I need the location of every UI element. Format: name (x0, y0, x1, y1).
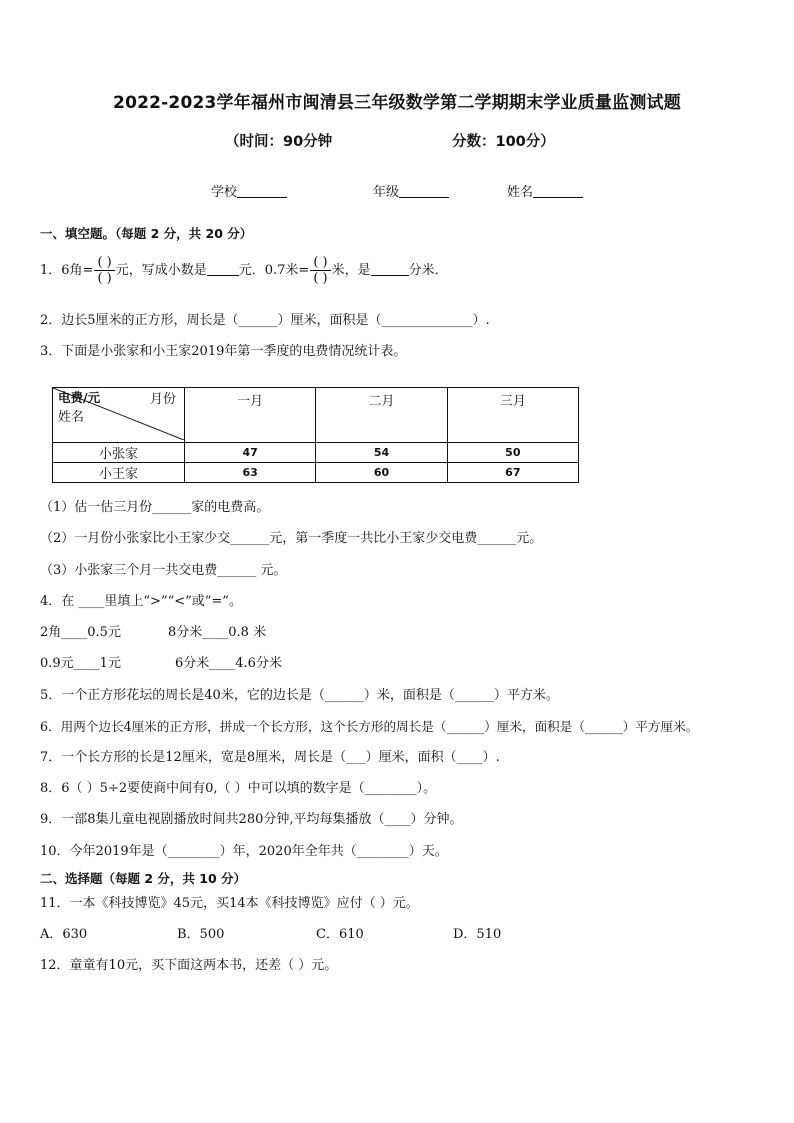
question-11-option-b[interactable]: B．500 (177, 927, 225, 942)
name-blank[interactable] (533, 183, 583, 198)
question-1 (40, 255, 448, 286)
school-label: 学校 (211, 185, 238, 200)
question-11-option-c[interactable]: C．610 (316, 927, 364, 942)
section-choice-title: 二、选择题（每题 2 分，共 10 分） (40, 871, 247, 886)
question-3-sub-2: （2）一月份小张家比小王家少交______元，第一季度一共比小王家少交电费______元。 (40, 531, 543, 546)
question-4-b: 8分米____0.8 米 (168, 625, 267, 640)
question-7: 7．一个长方形的长是12厘米，宽是8厘米，周长是（___）厘米，面积（____）. (40, 750, 500, 765)
electricity-table (52, 387, 579, 483)
question-2: 2．边长5厘米的正方形，周长是（______）厘米，面积是（______________）. (40, 313, 490, 328)
question-11-option-d[interactable]: D．510 (453, 927, 502, 942)
exam-time: （时间：90分钟 (225, 134, 333, 150)
table-cell: 54 (316, 443, 447, 463)
question-11: 11．一本《科技博览》45元，买14本《科技博览》应付（ ）元。 (40, 896, 419, 911)
table-cell: 47 (185, 443, 316, 463)
exam-score: 分数：100分） (452, 134, 555, 150)
question-8: 8．6（ ）5÷2要使商中间有0,（ ）中可以填的数字是（________）。 (40, 781, 437, 796)
q1-lead: 1．6角= (40, 263, 94, 278)
question-4-a: 2角____0.5元 (40, 625, 121, 640)
month-header-1: 一月 (185, 388, 316, 443)
q1-text-4: 分米． (408, 263, 448, 278)
q1-fraction-2[interactable]: $\frac{( )}{( )}$ (310, 255, 330, 286)
question-12: 12．童童有10元，买下面这两本书，还差（ ）元。 (40, 958, 338, 973)
question-4-d: 6分米____4.6分米 (175, 656, 282, 671)
grade-field[interactable] (373, 181, 449, 200)
table-cell: 50 (447, 443, 578, 463)
corner-fee-label: 电费/元 (58, 390, 101, 405)
page-title: 2022-2023学年福州市闽清县三年级数学第二学期期末学业质量监测试题 (113, 93, 681, 113)
q1-text-3: 米，是 (331, 263, 371, 278)
question-11-option-a[interactable]: A．630 (40, 927, 88, 942)
name-label: 姓名 (507, 185, 534, 200)
q1-blank-2[interactable] (371, 261, 409, 276)
question-4: 4．在 ____里填上“>”“<”或“=”。 (40, 594, 242, 609)
grade-label: 年级 (373, 185, 400, 200)
month-header-2: 二月 (316, 388, 447, 443)
name-field[interactable] (507, 181, 583, 200)
school-field[interactable] (211, 181, 287, 200)
question-4-c: 0.9元____1元 (40, 656, 121, 671)
question-3: 3．下面是小张家和小王家2019年第一季度的电费情况统计表。 (40, 344, 407, 359)
table-cell: 63 (185, 463, 316, 483)
q1-fraction-1[interactable]: $\frac{( )}{( )}$ (94, 255, 114, 286)
row-name: 小张家 (53, 443, 185, 463)
table-cell: 67 (447, 463, 578, 483)
q1-text-1: 元，写成小数是 (115, 263, 207, 278)
school-blank[interactable] (237, 183, 287, 198)
question-9: 9．一部8集儿童电视剧播放时间共280分钟,平均每集播放（____）分钟。 (40, 812, 463, 827)
row-name: 小王家 (53, 463, 185, 483)
question-3-sub-3: （3）小张家三个月一共交电费______ 元。 (40, 563, 287, 578)
question-5: 5．一个正方形花坛的周长是40米，它的边长是（______）米，面积是（______）平方米。 (40, 688, 559, 703)
table-row (53, 463, 579, 483)
table-corner-header (53, 388, 185, 443)
question-6: 6．用两个边长4厘米的正方形，拼成一个长方形，这个长方形的周长是（______）厘米，面积是（______）平方厘米。 (40, 719, 699, 734)
month-header-3: 三月 (447, 388, 578, 443)
q1-text-2: 元．0.7米= (238, 263, 310, 278)
question-10: 10．今年2019年是（________）年，2020年全年共（________）天。 (40, 844, 448, 859)
section-fill-blank-title: 一、填空题。（每题 2 分，共 20 分） (40, 226, 253, 241)
grade-blank[interactable] (399, 183, 449, 198)
table-row (53, 443, 579, 463)
corner-month-label: 月份 (149, 392, 176, 407)
q1-blank-1[interactable] (207, 261, 239, 276)
question-3-sub-1: （1）估一估三月份______家的电费高。 (40, 500, 270, 515)
corner-name-label: 姓名 (58, 410, 85, 425)
table-cell: 60 (316, 463, 447, 483)
